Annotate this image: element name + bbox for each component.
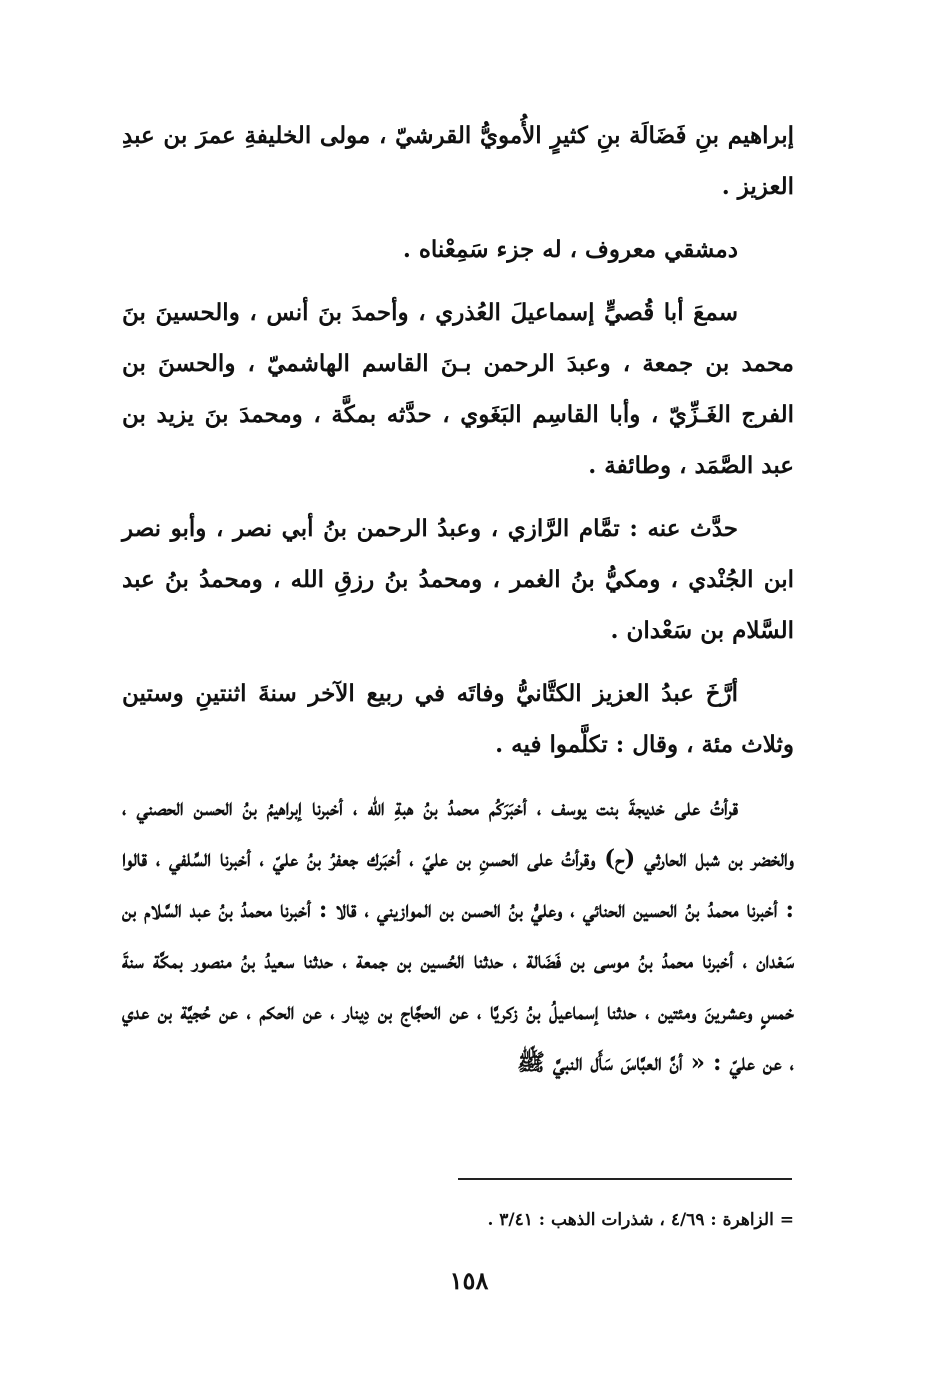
footnote: = الزاهرة : ٤/٦٩ ، شذرات الذهب : ٣/٤١ . bbox=[487, 1210, 794, 1230]
paragraph-death-date: أرَّخَ عبدُ العزيز الكتَّانيُّ وفاتَه في ربيع الآخر سنةَ اثنتينِ وستين وثلاث مئة ، وقال : تكلَّموا فيه . bbox=[122, 680, 794, 758]
paragraph-isnad: قرأتُ على خديجةَ بنت يوسف ، أخبَرَكُم محمدُ بنُ هبةِ الله ، أخبرنا إبراهيمُ بنُ الحسن الحصني ، والخضر بن شبل الحارثي (ح) وقرأتُ على الحسنِ بن عليّ ، أخبَرك جعفرُ بنُ عليّ ، أخبرنا السِّلفي ، قالوا : أخبرنا محمدُ بنُ الحسين الحنائي ، وعليُّ بنُ الحسن بن الموازيني ، قالا : أخبرنا محمدُ بنُ عبد السَّلام بن سَعْدان ، أخبرنا محمدُ بنُ موسى بن فَضَالة ، حدثنا الحُسين بن جمعة ، حدثنا سعيدُ بنُ منصور بمكَّة سنةَ خمسٍ وعشرينَ ومئتين ، حدثنا إسماعيلُ بنُ زكريَّا ، عن الحجَّاج بن دِينار ، عن الحكم ، عن حُجيَّة بن عدي ، عن عليّ : « أنَّ العبَّاسَ سَأَل النبيَّ ﷺ bbox=[122, 794, 794, 1076]
paragraph-teachers: سمعَ أبا قُصيٍّ إسماعيلَ العُذري ، وأحمدَ بنَ أنس ، والحسينَ بنَ محمد بن جمعة ، وعبدَ الرحمن بـنَ القاسم الهاشميّ ، والحسنَ بن الفرج الغَـزِّيّ ، وأبا القاسِم البَغَوي ، حدَّثه بمكَّة ، ومحمدَ بنَ يزيد بن عبد الصَّمَد ، وطائفة . bbox=[122, 299, 794, 479]
page-number: ١٥٨ bbox=[449, 1266, 489, 1295]
paragraph-students: حدَّث عنه : تمَّام الرَّازي ، وعبدُ الرحمن بنُ أبي نصر ، وأبو نصر ابن الجُنْدي ، ومكيُّ بنُ الغمر ، ومحمدُ بنُ رزقِ الله ، ومحمدُ بنُ عبد السَّلام بن سَعْدان . bbox=[122, 515, 794, 644]
paragraph-description: دمشقي معروف ، له جزء سَمِعْناه . bbox=[402, 236, 738, 263]
paragraph-name-lineage: إبراهيم بنِ فَضَالَة بنِ كثيرٍ الأُمويُّ القرشيّ ، مولى الخليفةِ عمرَ بن عبدِ العزيز . bbox=[122, 122, 794, 200]
footnote-divider bbox=[458, 1178, 792, 1180]
main-text bbox=[122, 110, 794, 1100]
